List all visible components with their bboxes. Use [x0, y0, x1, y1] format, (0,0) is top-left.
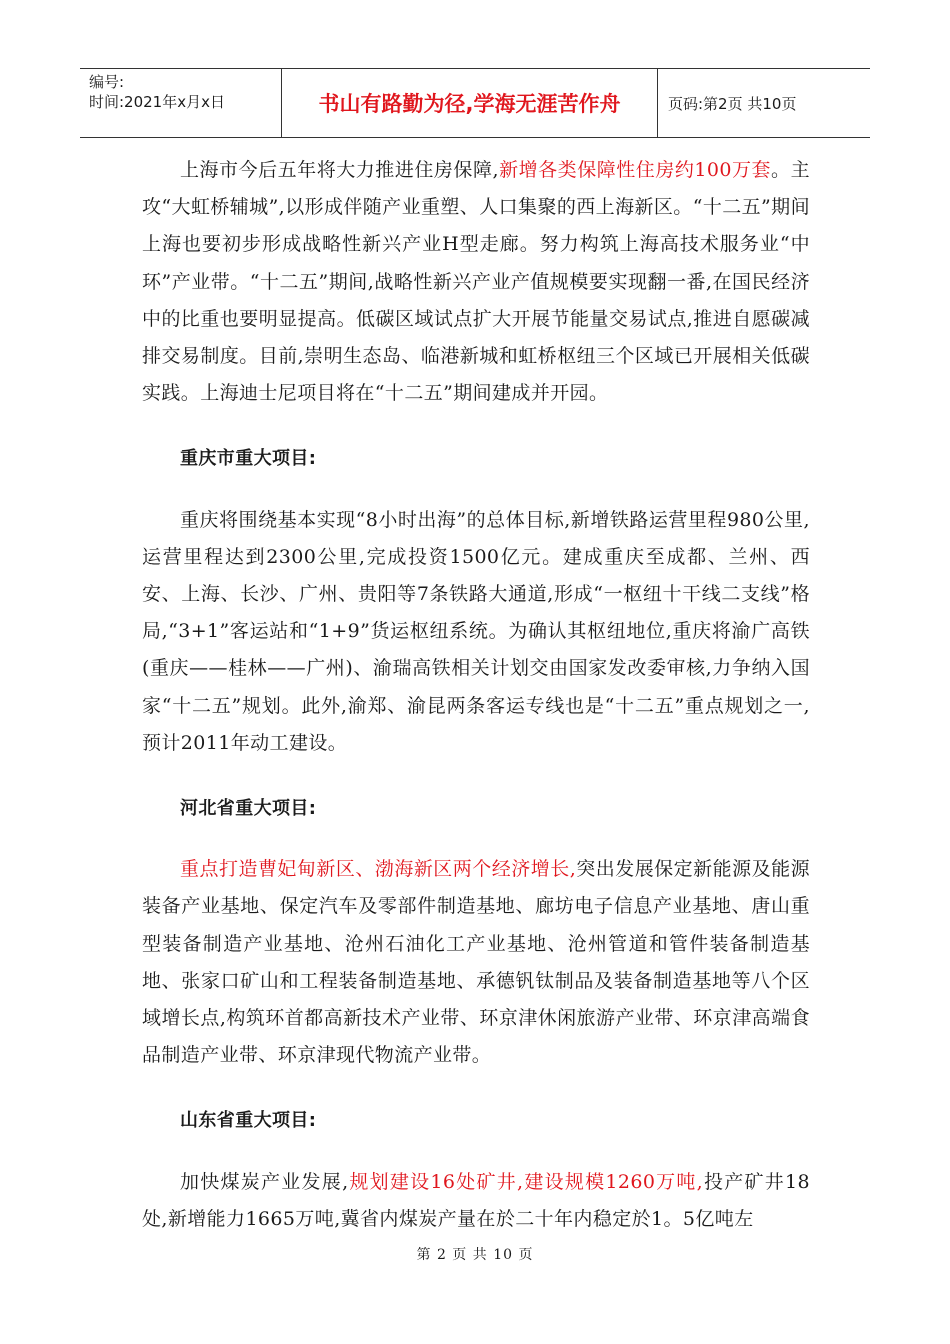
page-footer: 第 2 页 共 10 页: [416, 1247, 534, 1263]
document-number-label: 编号:: [89, 73, 125, 91]
text-segment: 投产矿井18处,新增能力1665万吨,冀省内煤炭产量在於二十年内稳定於1。5亿吨左: [142, 1170, 811, 1230]
document-body: [142, 152, 810, 1238]
text-segment: 上海市今后五年将大力推进住房保障,: [180, 159, 499, 181]
text-segment: 突出发展保定新能源及能源装备产业基地、保定汽车及零部件制造基地、廊坊电子信息产业基地、唐山重型装备制造产业基地、沧州石油化工产业基地、沧州管道和管件装备制造基地、张家口矿山和工程装备制造基地、承德钒钛制品及装备制造基地等八个区域增长点,构筑环首都高新技术产业带、环京津休闲旅游产业带、环京津高端食品制造产业带、环京津现代物流产业带。: [142, 858, 810, 1067]
paragraph-chongqing: [142, 502, 810, 762]
section-heading-hebei: 河北省重大项目:: [180, 798, 317, 820]
header-meta-cell: [80, 69, 282, 137]
text-segment: 加快煤炭产业发展,: [180, 1170, 349, 1193]
document-header: [80, 68, 870, 138]
highlight-segment: 规划建设16处矿井,建设规模1260万吨,: [348, 1170, 704, 1193]
paragraph-hebei: [142, 851, 810, 1074]
highlight-segment: 新增各类保障性住房约100万套: [498, 159, 772, 181]
header-page-code: 页码:第2页 共10页: [668, 94, 797, 113]
text-segment: 重庆将围绕基本实现“8小时出海”的总体目标,新增铁路运营里程980公里,运营里程达到2300公里,完成投资1500亿元。建成重庆至成都、兰州、西安、上海、长沙、广州、贵阳等7条铁路大通道,形成“一枢纽十干线二支线”格局,“3+1”客运站和“1+9”货运枢纽系统。为确认其枢纽地位,重庆将渝广高铁(重庆——桂林——广州)、渝瑞高铁相关计划交由国家发改委审核,力争纳入国家“十二五”规划。此外,渝郑、渝昆两条客运专线也是“十二五”重点规划之一,预计2011年动工建设。: [142, 508, 810, 754]
header-motto: 书山有路勤为径,学海无涯苦作舟: [282, 69, 658, 137]
text-segment: 。主攻“大虹桥辅城”,以形成伴随产业重塑、人口集聚的西上海新区。“十二五”期间上海也要初步形成战略性新兴产业H型走廊。努力构筑上海高技术服务业“中环”产业带。“十二五”期间,战略性新兴产业产值规模要实现翻一番,在国民经济中的比重也要明显提高。低碳区域试点扩大开展节能量交易试点,推进自愿碳减排交易制度。目前,崇明生态岛、临港新城和虹桥枢纽三个区域已开展相关低碳实践。上海迪士尼项目将在“十二五”期间建成并开园。: [142, 159, 810, 405]
document-time-label: 时间:2021年x月x日: [89, 93, 225, 111]
paragraph-shanghai: [142, 152, 810, 412]
section-heading-chongqing: 重庆市重大项目:: [180, 448, 317, 470]
section-heading-shandong: 山东省重大项目:: [180, 1110, 317, 1132]
paragraph-shandong: [142, 1164, 810, 1238]
highlight-segment: 重点打造曹妃甸新区、渤海新区两个经济增长,: [180, 858, 577, 881]
